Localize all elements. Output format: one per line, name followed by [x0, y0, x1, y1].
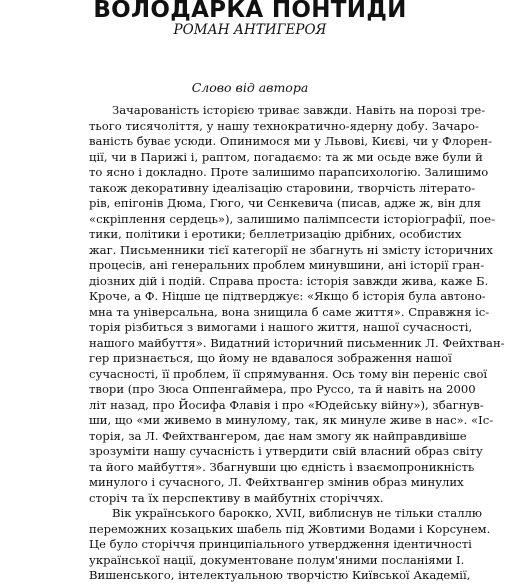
body-line: ції, чи в Парижі і, раптом, погадаємо: та ж ми осьде вже були й [89, 149, 483, 164]
body-line: Це було сторіччя принципіального утвердження ідентичності [89, 537, 472, 551]
body-line: твори (про Зюса Оппенгаймера, про Руссо, та й навіть на 2000 [89, 382, 476, 396]
body-line: української нації, документоване полум'яними посланіями І. [89, 552, 465, 567]
body-line: процесів, ані генеральних проблем минувшини, ані історії гран- [89, 258, 485, 272]
body-text [89, 103, 505, 584]
body-line: тики, політики і еротики; беллетризацію дрібних, особистих [89, 227, 462, 241]
body-line: Зачарованість історією триває завжди. Навіть на порозі тре- [112, 103, 486, 117]
body-line: ваність буває усюди. Опинимося ми у Львові, Києві, чи у Флорен- [89, 134, 493, 148]
body-line: сторіч та їх перспективу в майбутніх сторіччях. [89, 490, 384, 505]
body-line: Вишенського, інтелектуальною творчістю Київської Академії, [89, 568, 471, 582]
body-line: нашого майбуття». Видатний історичний письменник Л. Фейхтван- [89, 335, 505, 350]
body-line: рів, епігонів Дюма, Гюго, чи Сєнкевича (писав, адже ж, він для [89, 196, 481, 210]
body-line: «скріплення сердець»), залишимо палімпсести історіографії, пое- [89, 211, 496, 226]
body-line: сучасності, її проблем, її спрямування. Ось тому він переніс свої [89, 366, 488, 381]
body-line: гер признається, що йому не вдавалося зображення нашої [89, 351, 452, 365]
section-heading: Слово від автора [191, 80, 309, 95]
body-line: Вік українського барокко, XVII, виблиснув не тільки сталлю [112, 506, 483, 520]
body-line: переможних козацьких шабель під Жовтими Водами і Корсунем. [89, 521, 491, 536]
body-line: ши, що «ми живемо в минулому, так, як минуле живе в нас». «Іс- [89, 413, 494, 427]
body-line: та його майбуття». Збагнувши цю єдність і взаємопроникність [89, 459, 475, 474]
body-line: торія, за Л. Фейхтвангером, дає нам змогу як найправдивіше [89, 428, 467, 443]
body-line: минулого і сучасного, Л. Фейхтвангер змінив образ минулих [89, 475, 464, 489]
body-line: також декоративну ідеалізацію старовини, творчість літерато- [89, 180, 476, 195]
body-line: тього тисячоліття, у нашу технократично-ядерну добу. Зачаро- [89, 118, 479, 133]
body-line: то ясно і докладно. Проте залишимо парапсихологію. Залишимо [89, 165, 489, 179]
body-line: торія різбиться з вимогами і нашого життя, нашої сучасності, [89, 320, 473, 334]
book-title: ВОЛОДАРКА ПОНТИДИ [93, 0, 407, 23]
body-line: діозних дій і подій. Справа проста: історія завжди жива, каже Б. [89, 273, 489, 288]
body-line: літ назад, про Йосифа Флавія і про «Юдейську війну»), збагнув- [89, 397, 484, 412]
book-subtitle: РОМАН АНТИГЕРОЯ [173, 22, 327, 38]
body-line: зрозуміти нашу сучасність і утвердити свій власний образ світу [89, 444, 483, 458]
body-line: мна та універсальна, вона знищила б саме життя». Справжня іс- [89, 304, 490, 319]
body-line: жаг. Письменники тієї категорії не збагнуть ні змісту історичних [89, 242, 493, 257]
body-line: Кроче, а Ф. Ніцше це підтверджує: «Якщо б історія була автоно- [89, 289, 486, 303]
